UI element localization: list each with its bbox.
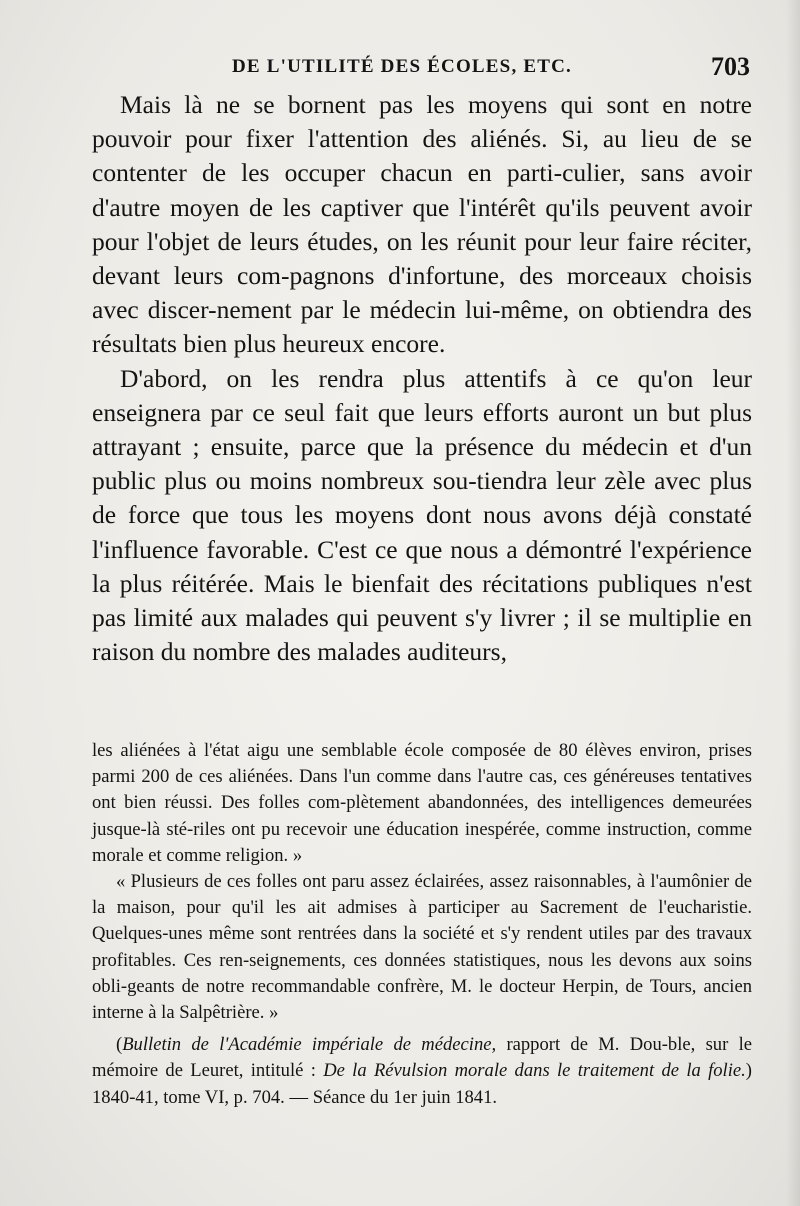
page-edge-shadow (786, 0, 800, 1206)
footnote-continuation: les aliénées à l'état aigu une semblable école composée de 80 élèves environ, prises parmi 200 de ces aliénées. Dans l'un comme dans l'autre cas, ces généreuses tentatives ont bien réussi. Des folles com-plètement abandonnées, des intelligences demeurées jusque-là sté-riles ont pu recevoir une éducation inespérée, comme instruction, comme morale et comme religion. » (92, 740, 752, 866)
paragraph: Mais là ne se bornent pas les moyens qui sont en notre pouvoir pour fixer l'attention des aliénés. Si, au lieu de se contenter de les occuper chacun en parti-culier, sans avoir d'autre moyen de les captiver que l'intérêt qu'ils peuvent avoir pour l'objet de leurs études, on les réunit pour leur faire réciter, devant leurs com-pagnons d'infortune, des morceaux choisis avec discer-nement par le médecin lui-même, on obtiendra des résultats bien plus heureux encore. (92, 90, 752, 359)
source-open: ( (116, 1034, 123, 1056)
source-journal-title: Bulletin de l'Académie impériale de médecine, (122, 1034, 497, 1056)
source-date: ) 1840-41, tome VI, p. 704. — Séance du 1er juin 1841. (92, 1060, 752, 1108)
source-details: rapport de M. Dou-ble, sur le mémoire de Leuret, intitulé : (92, 1034, 753, 1082)
footnotes (92, 738, 752, 1111)
page-number: 703 (711, 52, 750, 81)
source-work-title: De la Révulsion morale dans le traitement de la folie. (323, 1060, 746, 1082)
running-title: DE L'UTILITÉ DES ÉCOLES, ETC. (232, 56, 572, 77)
page-header (92, 52, 752, 84)
footnote-source (92, 1032, 752, 1111)
main-text (92, 88, 752, 669)
paragraph: D'abord, on les rendra plus attentifs à ce qu'on leur enseignera par ce seul fait que leurs efforts auront un but plus attrayant ; ensuite, parce que la présence du médecin et d'un public plus ou moins nombreux sou-tiendra leur zèle avec plus de force que tous les moyens dont nous avons déjà constaté l'influence favorable. C'est ce que nous a démontré l'expérience la plus réitérée. Mais le bienfait des récitations publiques n'est pas limité aux malades qui peuvent s'y livrer ; il se multiplie en raison du nombre des malades auditeurs, (92, 363, 752, 667)
footnote-quote: « Plusieurs de ces folles ont paru assez éclairées, assez raisonnables, à l'aumônier de la maison, pour qu'il les ait admises à participer au Sacrement de l'eucharistie. Quelques-unes même sont rentrées dans la société et s'y rendent utiles par des travaux profitables. Ces ren-seignements, ces données statistiques, nous les devons aux soins obli-geants de notre recommandable confrère, M. le docteur Herpin, de Tours, ancien interne à la Salpêtrière. » (92, 871, 752, 1024)
